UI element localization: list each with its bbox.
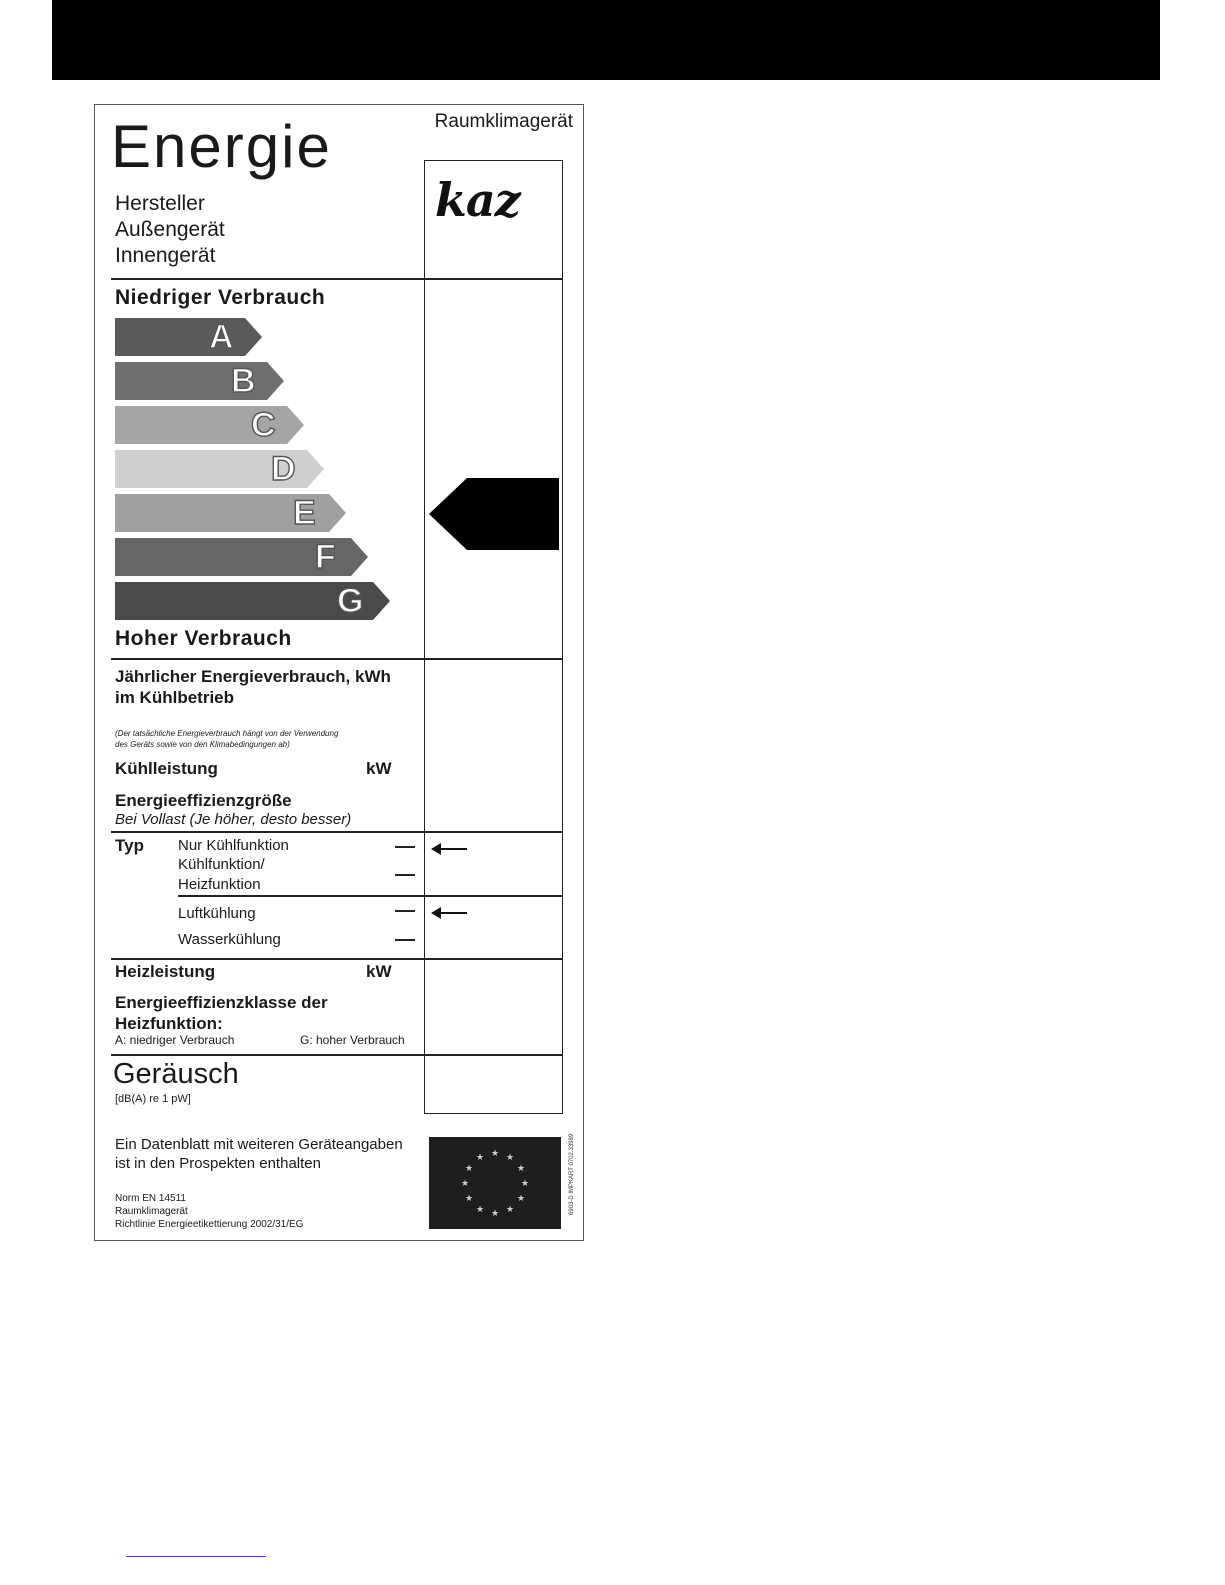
class-bar-f bbox=[115, 538, 371, 576]
side-code: 6903-D IMPKART 0702.33989 bbox=[569, 1133, 575, 1215]
class-bar-g bbox=[115, 582, 393, 620]
info-lines bbox=[115, 191, 225, 269]
eu-flag bbox=[429, 1137, 561, 1229]
label-title: Energie bbox=[111, 113, 332, 180]
divider bbox=[111, 831, 563, 833]
high-consumption-heading: Hoher Verbrauch bbox=[115, 627, 292, 650]
checkbox-dash bbox=[395, 939, 415, 941]
heating-high-label: G: hoher Verbrauch bbox=[300, 1033, 405, 1047]
checkbox-dash bbox=[395, 910, 415, 912]
manufacturer-label: Hersteller bbox=[115, 192, 205, 215]
annual-note-line2: des Geräts sowie von den Klimabedingungen ab) bbox=[115, 740, 290, 749]
bottom-underline bbox=[126, 1556, 266, 1557]
cooling-capacity-label: Kühlleistung bbox=[115, 759, 218, 778]
norm-device: Raumklimagerät bbox=[115, 1206, 188, 1217]
class-indicator-arrow bbox=[429, 478, 559, 550]
class-bar-d bbox=[115, 450, 327, 488]
cooling-capacity-unit: kW bbox=[366, 759, 392, 778]
heating-class-line1: Energieeffizienzklasse der bbox=[115, 993, 328, 1012]
outdoor-unit-label: Außengerät bbox=[115, 218, 225, 241]
eu-star-icon: ★ bbox=[505, 1203, 515, 1214]
heating-class-line2: Heizfunktion: bbox=[115, 1014, 223, 1033]
class-letter-b: B bbox=[231, 362, 256, 400]
efficiency-ratio-label: Energieeffizienzgröße bbox=[115, 791, 292, 810]
divider bbox=[111, 958, 563, 960]
efficiency-note: Bei Vollast (Je höher, desto besser) bbox=[115, 811, 352, 828]
class-letter-e: E bbox=[293, 494, 316, 532]
eu-star-icon: ★ bbox=[490, 1148, 500, 1158]
class-bar-b bbox=[115, 362, 287, 400]
norm-label: Norm EN 14511 bbox=[115, 1193, 186, 1204]
value-column bbox=[424, 160, 563, 1114]
type-air-cooled: Luftkühlung bbox=[178, 905, 256, 922]
arrow-left-icon bbox=[431, 905, 469, 921]
class-letter-g: G bbox=[337, 582, 364, 620]
heating-capacity-unit: kW bbox=[366, 962, 392, 981]
eu-star-icon: ★ bbox=[520, 1178, 530, 1188]
arrow-left-icon bbox=[431, 841, 469, 857]
checkbox-dash bbox=[395, 846, 415, 848]
eu-star-icon: ★ bbox=[516, 1193, 526, 1203]
heating-capacity-label: Heizleistung bbox=[115, 962, 216, 981]
datasheet-line1: Ein Datenblatt mit weiteren Geräteangaben bbox=[115, 1136, 403, 1153]
eu-star-icon: ★ bbox=[490, 1208, 500, 1218]
class-letter-d: D bbox=[271, 450, 296, 488]
eu-stars-icon bbox=[429, 1137, 561, 1229]
eu-star-icon: ★ bbox=[505, 1152, 515, 1163]
divider bbox=[111, 1054, 563, 1056]
low-consumption-heading: Niedriger Verbrauch bbox=[115, 286, 326, 309]
class-bar-a bbox=[115, 318, 265, 356]
noise-label: Geräusch bbox=[113, 1058, 239, 1090]
eu-star-icon: ★ bbox=[464, 1193, 474, 1203]
directive-label: Richtlinie Energieetikettierung 2002/31/EG bbox=[115, 1219, 304, 1230]
eu-star-icon: ★ bbox=[516, 1163, 526, 1173]
class-letter-c: C bbox=[251, 406, 276, 444]
noise-unit: [dB(A) re 1 pW] bbox=[115, 1093, 191, 1105]
type-cooling-only: Nur Kühlfunktion bbox=[178, 837, 289, 854]
class-bar-e bbox=[115, 494, 349, 532]
class-letter-a: A bbox=[209, 318, 234, 356]
datasheet-line2: ist in den Prospekten enthalten bbox=[115, 1155, 321, 1172]
top-header-bar bbox=[52, 0, 1160, 80]
divider bbox=[424, 278, 563, 280]
annual-consumption-line2: im Kühlbetrieb bbox=[115, 688, 235, 707]
heating-low-label: A: niedriger Verbrauch bbox=[115, 1033, 235, 1047]
type-label: Typ bbox=[115, 836, 144, 855]
divider bbox=[111, 658, 563, 660]
device-type: Raumklimagerät bbox=[434, 111, 573, 132]
indoor-unit-label: Innengerät bbox=[115, 244, 216, 267]
type-cooling-heating-1: Kühlfunktion/ bbox=[178, 856, 265, 873]
type-cooling-heating-2: Heizfunktion bbox=[178, 876, 261, 893]
eu-star-icon: ★ bbox=[475, 1203, 485, 1214]
class-letter-f: F bbox=[315, 538, 336, 576]
divider bbox=[178, 895, 563, 897]
class-bar-c bbox=[115, 406, 307, 444]
energy-label bbox=[94, 104, 584, 1241]
annual-consumption-line1: Jährlicher Energieverbrauch, kWh bbox=[115, 667, 391, 686]
checkbox-dash bbox=[395, 874, 415, 876]
type-water-cooled: Wasserkühlung bbox=[178, 931, 281, 948]
eu-star-icon: ★ bbox=[475, 1152, 485, 1163]
brand-logo: kaz bbox=[435, 173, 520, 227]
eu-star-icon: ★ bbox=[460, 1178, 470, 1188]
divider bbox=[111, 278, 424, 280]
eu-star-icon: ★ bbox=[464, 1163, 474, 1173]
annual-note-line1: (Der tatsächliche Energieverbrauch hängt von der Verwendung bbox=[115, 729, 339, 738]
